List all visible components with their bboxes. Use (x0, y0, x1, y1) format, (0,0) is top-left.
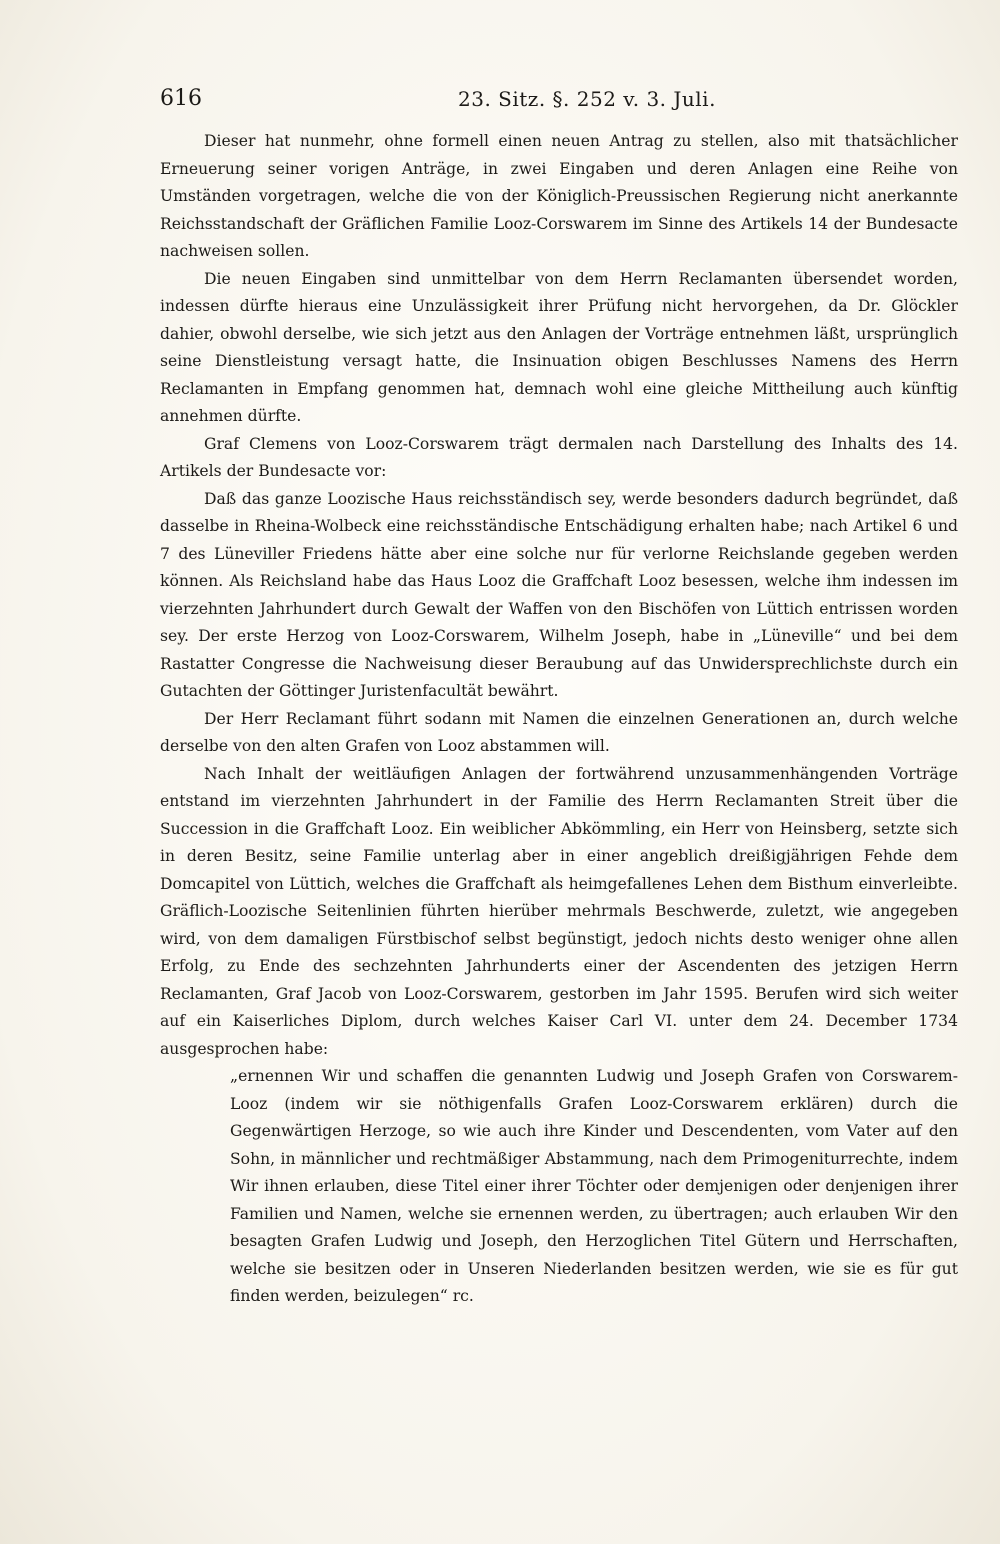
paragraph-6: Nach Inhalt der weitläufigen Anlagen der fortwährend unzusammenhängenden Vorträge entstand im vierzehnten Jahrhundert in der Familie des Herrn Reclamanten Streit über die Succession in die Graffchaft Looz. Ein weiblicher Abkömmling, ein Herr von Heinsberg, setzte sich in deren Besitz, seine Familie unterlag aber in einer angeblich dreißigjährigen Fehde dem Domcapitel von Lüttich, welches die Graffchaft als heimgefallenes Lehen dem Bisthum einverleibte. Gräflich-Loozische Seitenlinien führten hierüber mehrmals Beschwerde, zuletzt, wie angegeben wird, von dem damaligen Fürstbischof selbst begünstigt, jedoch nichts desto weniger ohne allen Erfolg, zu Ende des sechzehnten Jahrhunderts einer der Ascendenten des jetzigen Herrn Reclamanten, Graf Jacob von Looz-Corswarem, gestorben im Jahr 1595. Berufen wird sich weiter auf ein Kaiserliches Diplom, durch welches Kaiser Carl VI. unter dem 24. December 1734 ausgesprochen habe: (160, 764, 958, 1058)
body-text (160, 128, 958, 1311)
quoted-diploma: „ernennen Wir und schaffen die genannten Ludwig und Joseph Grafen von Corswarem-Looz (indem wir sie nöthigenfalls Grafen Looz-Corswarem erklären) durch die Gegenwärtigen Herzoge, so wie auch ihre Kinder und Descendenten, vom Vater auf den Sohn, in männlicher und rechtmäßiger Abstammung, nach dem Primogeniturrechte, indem Wir ihnen erlauben, diese Titel einer ihrer Töchter oder demjenigen oder denjenigen ihrer Familien und Namen, welche sie ernennen werden, zu übertragen; auch erlauben Wir den besagten Grafen Ludwig und Joseph, den Herzoglichen Titel Gütern und Herrschaften, welche sie besitzen oder in Unseren Niederlanden besitzen werden, wie sie es für gut finden werden, beizulegen“ rc. (230, 1067, 958, 1305)
page-header (160, 80, 958, 118)
paragraph-5: Der Herr Reclamant führt sodann mit Namen die einzelnen Generationen an, durch welche derselbe von den alten Grafen von Looz abstammen will. (160, 709, 958, 755)
paragraph-1: Dieser hat nunmehr, ohne formell einen neuen Antrag zu stellen, also mit thatsächlicher Erneuerung seiner vorigen Anträge, in zwei Eingaben und deren Anlagen eine Reihe von Umständen vorgetragen, welche die von der Königlich-Preussischen Regierung nicht anerkannte Reichsstandschaft der Gräflichen Familie Looz-Corswarem im Sinne des Artikels 14 der Bundesacte nachweisen sollen. (160, 132, 958, 260)
paragraph-3: Graf Clemens von Looz-Corswarem trägt dermalen nach Darstellung des Inhalts des 14. Artikels der Bundesacte vor: (160, 434, 958, 480)
paragraph-2: Die neuen Eingaben sind unmittelbar von dem Herrn Reclamanten übersendet worden, indessen dürfte hieraus eine Unzulässigkeit ihrer Prüfung nicht hervorgehen, da Dr. Glöckler dahier, obwohl derselbe, wie sich jetzt aus den Anlagen der Vorträge entnehmen läßt, ursprünglich seine Dienstleistung versagt hatte, die Insinuation obigen Beschlusses Namens des Herrn Reclamanten in Empfang genommen hat, demnach wohl eine gleiche Mittheilung auch künftig annehmen dürfte. (160, 269, 958, 425)
running-head: 23. Sitz. §. 252 v. 3. Juli. (458, 87, 716, 111)
paragraph-4: Daß das ganze Loozische Haus reichsständisch sey, werde besonders dadurch begründet, daß dasselbe in Rheina-Wolbeck eine reichsständische Entschädigung erhalten habe; nach Artikel 6 und 7 des Lüneviller Friedens hätte aber eine solche nur für verlorne Reichslande gegeben werden können. Als Reichsland habe das Haus Looz die Graffchaft Looz besessen, welche ihm indessen im vierzehnten Jahrhundert durch Gewalt der Waffen von den Bischöfen von Lüttich entrissen worden sey. Der erste Herzog von Looz-Corswarem, Wilhelm Joseph, habe in „Lüneville“ und bei dem Rastatter Congresse die Nachweisung dieser Beraubung auf das Unwidersprechlichste durch ein Gutachten der Göttinger Juristenfacultät bewährt. (160, 489, 958, 700)
page-number: 616 (160, 86, 202, 111)
